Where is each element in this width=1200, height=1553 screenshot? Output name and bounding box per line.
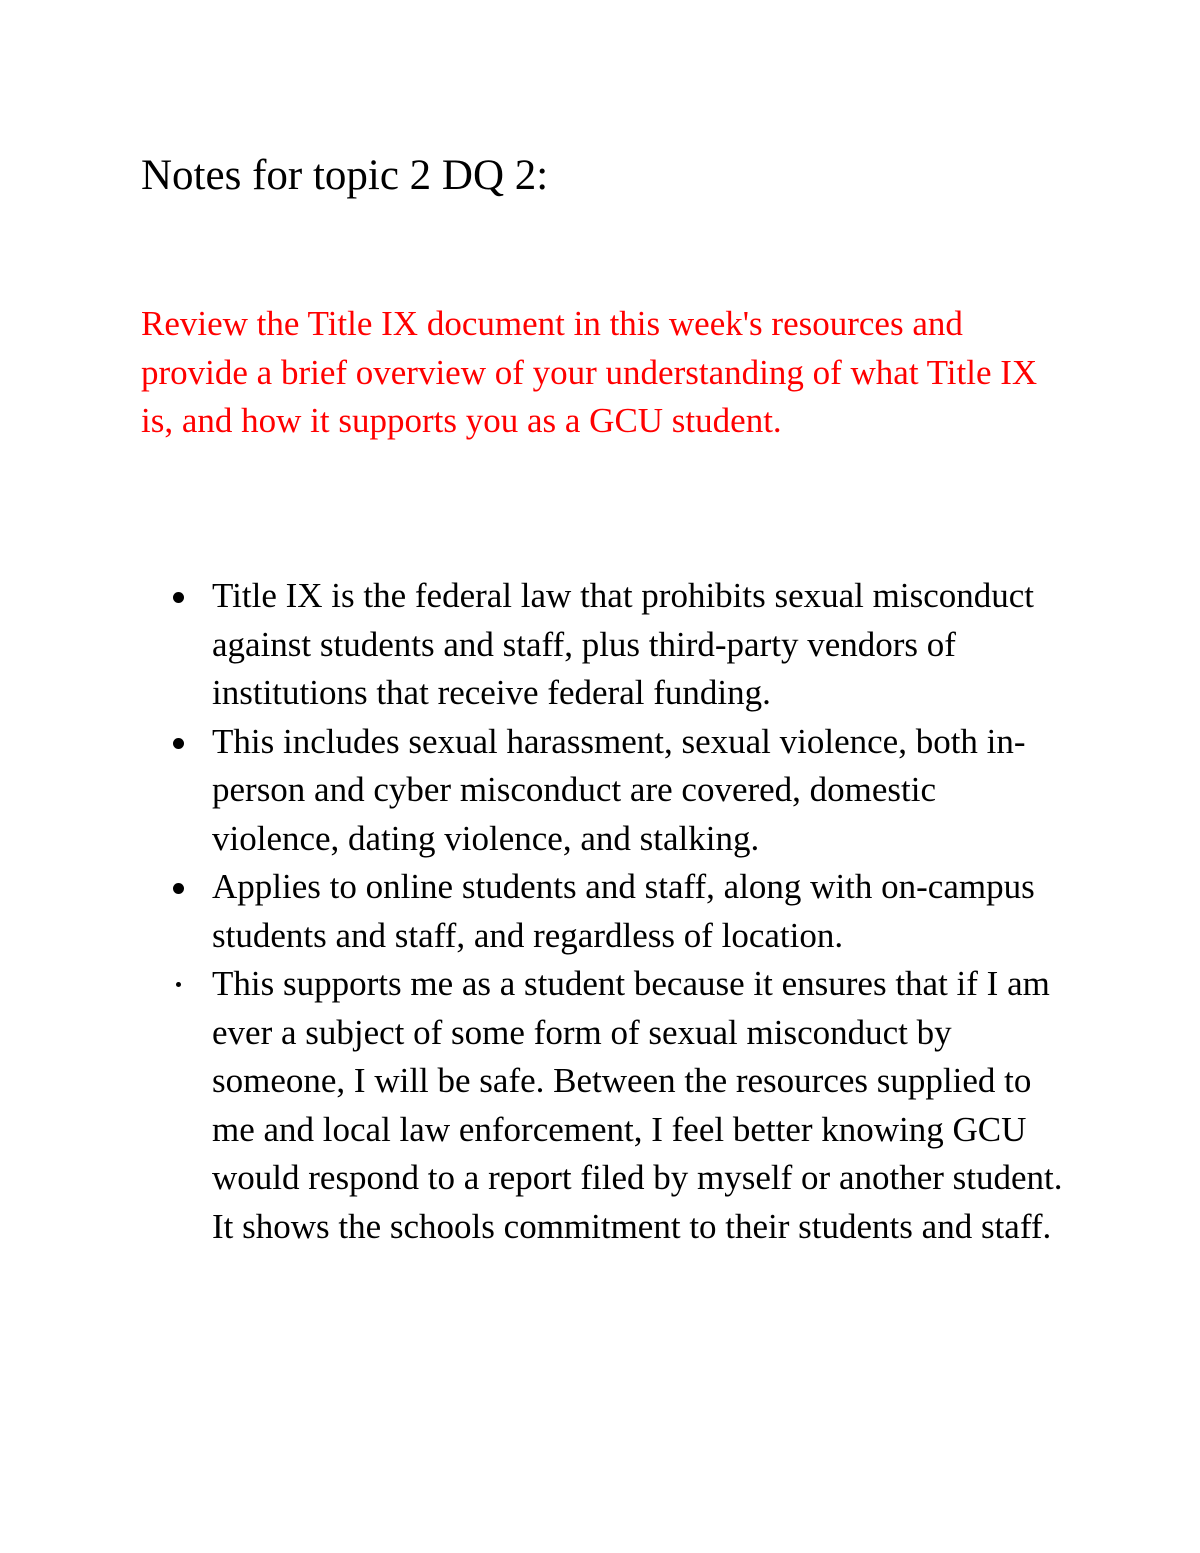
list-item [141,960,1071,1251]
list-item-text: Title IX is the federal law that prohibits sexual misconduct against students and staff, plus third-party vendors of institutions that receive federal funding. [212,576,1035,712]
list-item-text: This includes sexual harassment, sexual violence, both in-person and cyber misconduct are covered, domestic violence, dating violence, and stalking. [212,721,1026,858]
bullet-dot-icon [173,738,184,749]
list-item [141,718,1071,864]
small-bullet-dot-icon [176,982,181,987]
list-item-text: Applies to online students and staff, along with on-campus students and staff, and regardless of location. [212,867,1035,955]
page-title: Notes for topic 2 DQ 2: [141,152,549,199]
bullet-dot-icon [173,592,184,603]
notes-bullet-list [141,572,1071,1251]
discussion-prompt: Review the Title IX document in this week's resources and provide a brief overview of your understanding of what Title IX is, and how it supports you as a GCU student. [141,304,1038,440]
list-item [141,863,1071,960]
list-item [141,572,1071,718]
bullet-dot-icon [173,883,184,894]
list-item-text: This supports me as a student because it ensures that if I am ever a subject of some form of sexual misconduct by someone, I will be safe. Between the resources supplied to me and local law enforcement, I feel better knowing GCU would respond to a report filed by myself or another student. It shows the schools commitment to their students and staff. [212,964,1063,1246]
